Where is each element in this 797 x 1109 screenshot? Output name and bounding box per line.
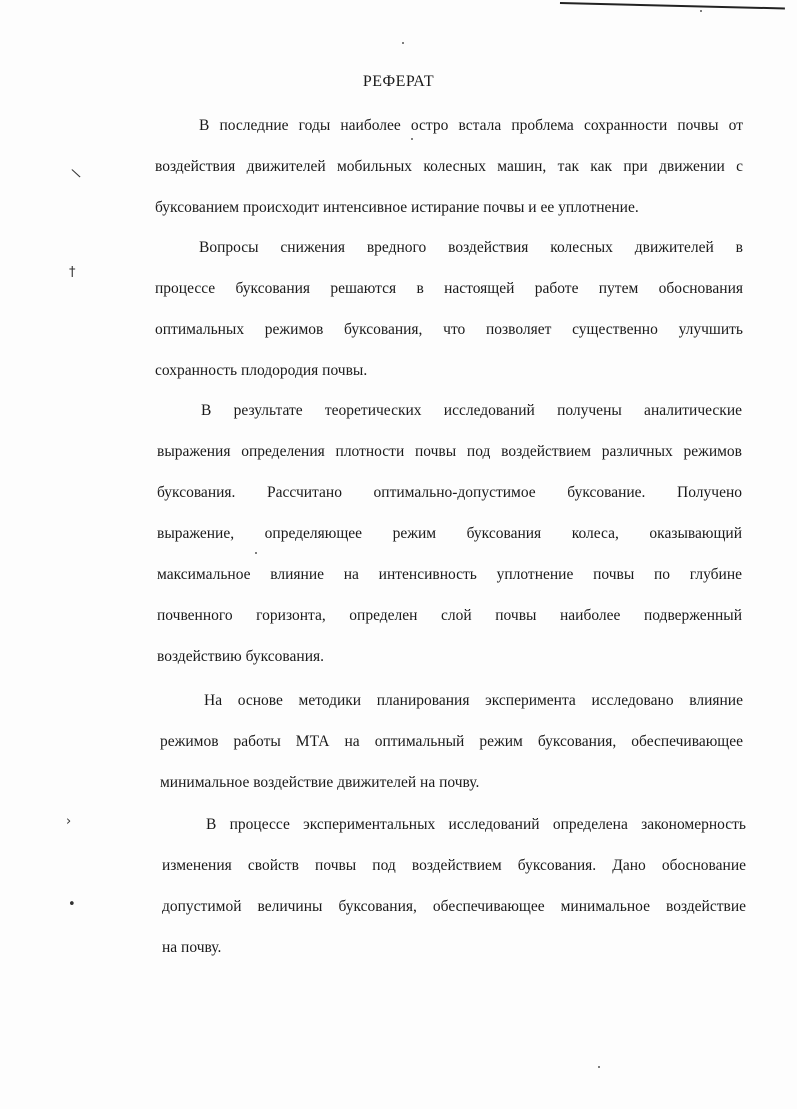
- paragraph-line: изменения свойств почвы под воздействием буксования. Дано обоснование: [162, 857, 746, 874]
- paragraph-line: процессе буксования решаются в настоящей работе путем обоснования: [155, 280, 743, 297]
- paragraph-line: почвенного горизонта, определен слой почвы наиболее подверженный: [157, 607, 742, 624]
- paragraph-line: оптимальных режимов буксования, что позволяет существенно улучшить: [155, 321, 743, 338]
- paragraph-line: В последние годы наиболее остро встала проблема сохранности почвы от: [199, 117, 743, 134]
- paragraph-line: допустимой величины буксования, обеспечивающее минимальное воздействие: [162, 898, 746, 915]
- page-title: РЕФЕРАТ: [362, 73, 435, 90]
- paragraph-line: выражения определения плотности почвы под воздействием различных режимов: [157, 443, 742, 460]
- scan-speck: [411, 138, 413, 140]
- paragraph-3: [157, 390, 742, 677]
- scan-artifact-mark: ›: [66, 814, 72, 829]
- scan-speck: [598, 1066, 600, 1068]
- paragraph-line: На основе методики планирования эксперимента исследовано влияние: [204, 692, 743, 709]
- paragraph-4: [160, 680, 743, 803]
- paragraph-line: буксования. Рассчитано оптимально-допустимое буксование. Получено: [157, 484, 742, 501]
- paragraph-line: на почву.: [162, 939, 222, 956]
- paragraph-5: [162, 804, 746, 968]
- scan-artifact-mark: †: [69, 265, 76, 280]
- paragraph-line: воздействию буксования.: [157, 648, 324, 665]
- paragraph-line: максимальное влияние на интенсивность уплотнение почвы по глубине: [157, 566, 742, 583]
- paragraph-line: режимов работы МТА на оптимальный режим буксования, обеспечивающее: [160, 733, 743, 750]
- paragraph-line: сохранность плодородия почвы.: [155, 362, 368, 379]
- scan-artifact-mark: ∖: [68, 165, 84, 184]
- paragraph-line: выражение, определяющее режим буксования колеса, оказывающий: [157, 525, 742, 542]
- paragraph-2: [155, 227, 743, 391]
- paragraph-line: воздействия движителей мобильных колесных машин, так как при движении с: [155, 158, 743, 175]
- paragraph-line: буксованием происходит интенсивное истирание почвы и ее уплотнение.: [155, 199, 639, 216]
- scan-artifact-mark: •: [68, 897, 76, 912]
- scan-speck: [255, 552, 257, 554]
- paragraph-line: минимальное воздействие движителей на почву.: [160, 774, 480, 791]
- scan-speck: [402, 42, 404, 44]
- paragraph-line: В процессе экспериментальных исследований определена закономерность: [206, 816, 746, 833]
- paragraph-1: [155, 105, 743, 228]
- scan-edge-line: [560, 2, 785, 9]
- scan-speck: [700, 10, 702, 12]
- paragraph-line: В результате теоретических исследований получены аналитические: [201, 402, 742, 419]
- paragraph-line: Вопросы снижения вредного воздействия колесных движителей в: [199, 239, 743, 256]
